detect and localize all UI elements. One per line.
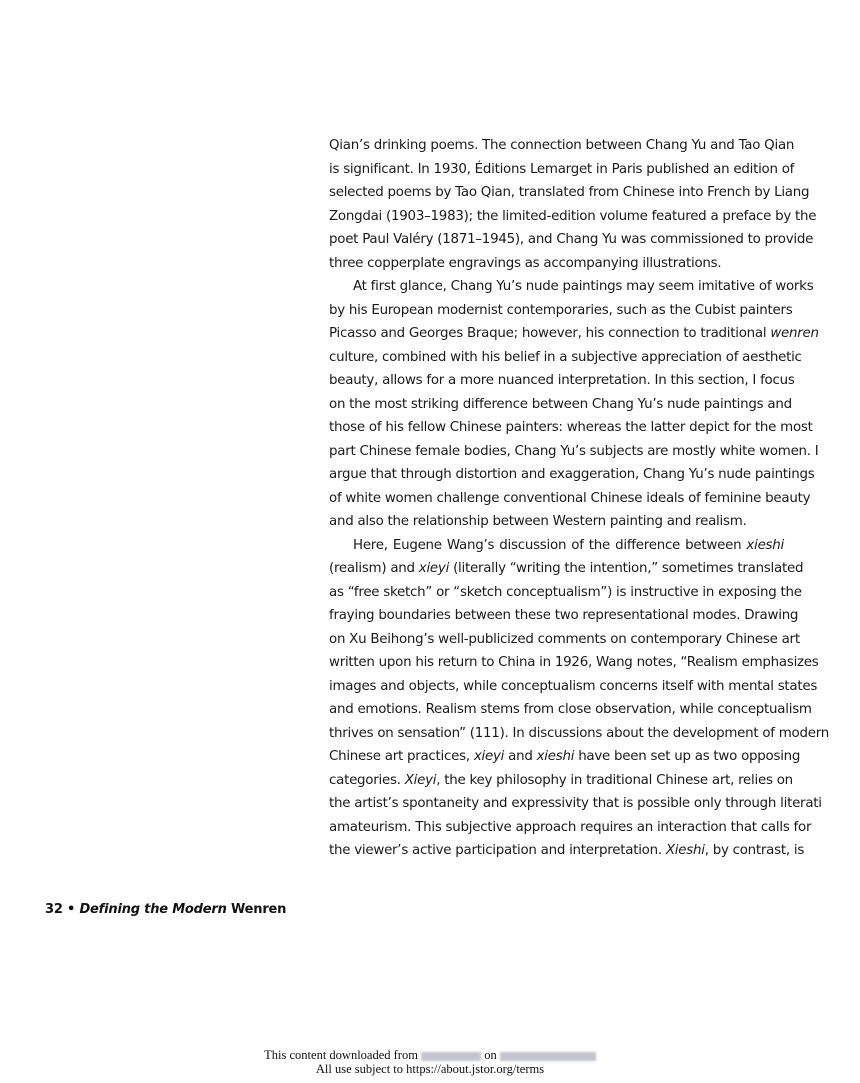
text-run: Picasso and Georges Braque; however, his connection to traditional bbox=[329, 326, 771, 342]
text-line bbox=[329, 487, 811, 511]
text-run: the artist’s spontaneity and expressivity that is possible only through literati bbox=[329, 796, 822, 812]
text-run: as “free sketch” or “sketch conceptualism”) is instructive in exposing the bbox=[329, 584, 802, 600]
text-line bbox=[329, 275, 814, 299]
book-title-italic: Defining the Modern bbox=[79, 902, 227, 917]
download-notice-line2: All use subject to https://about.jstor.org/terms bbox=[315, 1062, 545, 1076]
text-run: those of his fellow Chinese painters: whereas the latter depict for the most bbox=[329, 420, 813, 436]
text-run: selected poems by Tao Qian, translated from Chinese into French by Liang bbox=[329, 185, 810, 201]
book-title-roman: Wenren bbox=[230, 902, 287, 917]
text-run: Chinese art practices, bbox=[329, 749, 474, 765]
text-run: (literally “writing the intention,” sometimes translated bbox=[449, 561, 804, 577]
text-line bbox=[329, 369, 795, 393]
text-line bbox=[329, 651, 819, 675]
text-line bbox=[329, 440, 819, 464]
text-line bbox=[329, 346, 802, 370]
text-line bbox=[329, 769, 793, 793]
text-run: beauty, allows for a more nuanced interpretation. In this section, I focus bbox=[329, 373, 795, 389]
text-line bbox=[329, 628, 800, 652]
text-run: At first glance, Chang Yu’s nude paintings may seem imitative of works bbox=[353, 279, 814, 295]
download-prefix: This content downloaded from bbox=[264, 1048, 418, 1062]
text-line bbox=[329, 557, 804, 581]
text-run: written upon his return to China in 1926, Wang notes, “Realism emphasizes bbox=[329, 655, 819, 671]
text-line bbox=[329, 745, 801, 769]
redacted-ip bbox=[421, 1052, 481, 1061]
text-run: Qian’s drinking poems. The connection between Chang Yu and Tao Qian bbox=[329, 138, 795, 153]
text-line bbox=[329, 792, 822, 816]
running-footer bbox=[45, 902, 286, 917]
body-text bbox=[329, 134, 829, 863]
text-run: and emotions. Realism stems from close observation, while conceptualism bbox=[329, 702, 812, 718]
text-line bbox=[329, 816, 812, 840]
text-run: , the key philosophy in traditional Chinese art, relies on bbox=[436, 772, 793, 788]
text-line bbox=[329, 322, 819, 346]
text-run: , by contrast, is bbox=[704, 843, 805, 859]
italic-term: xieyi bbox=[473, 749, 505, 765]
text-line bbox=[329, 299, 793, 323]
italic-term: Xieyi bbox=[404, 772, 437, 788]
redacted-date bbox=[500, 1052, 596, 1061]
footer-bullet: • bbox=[67, 902, 76, 917]
italic-term: Xieshi bbox=[665, 843, 705, 859]
text-run: Zongdai (1903–1983); the limited-edition volume featured a preface by the bbox=[329, 208, 817, 224]
text-line bbox=[329, 158, 795, 182]
download-notice-line1 bbox=[0, 1048, 860, 1063]
download-on: on bbox=[484, 1048, 497, 1062]
text-line bbox=[329, 228, 814, 252]
text-line bbox=[329, 698, 812, 722]
text-line bbox=[329, 722, 829, 746]
text-run: is significant. In 1930, Éditions Lemarget in Paris published an edition of bbox=[329, 161, 795, 177]
text-line bbox=[329, 205, 817, 229]
italic-term: xieshi bbox=[746, 537, 784, 553]
italic-term: wenren bbox=[770, 326, 819, 342]
text-run: and also the relationship between Western painting and realism. bbox=[329, 514, 747, 530]
text-line bbox=[329, 839, 805, 863]
text-line bbox=[329, 134, 795, 158]
text-run: amateurism. This subjective approach requires an interaction that calls for bbox=[329, 819, 812, 835]
text-run: culture, combined with his belief in a subjective appreciation of aesthetic bbox=[329, 349, 802, 365]
text-run: Here, Eugene Wang’s discussion of the difference between bbox=[353, 537, 747, 553]
text-run: by his European modernist contemporaries, such as the Cubist painters bbox=[329, 302, 793, 318]
italic-term: xieshi bbox=[536, 749, 575, 765]
text-line bbox=[329, 604, 799, 628]
text-run: (realism) and bbox=[329, 561, 419, 577]
text-run: part Chinese female bodies, Chang Yu’s subjects are mostly white women. I bbox=[329, 443, 819, 459]
text-line bbox=[329, 534, 784, 558]
text-line bbox=[329, 675, 818, 699]
text-line bbox=[329, 416, 813, 440]
text-run: categories. bbox=[329, 772, 405, 788]
text-run: and bbox=[504, 749, 537, 765]
text-run: have been set up as two opposing bbox=[574, 749, 801, 765]
text-run: fraying boundaries between these two representational modes. Drawing bbox=[329, 608, 799, 624]
text-run: on Xu Beihong’s well-publicized comments on contemporary Chinese art bbox=[329, 631, 800, 647]
text-run: poet Paul Valéry (1871–1945), and Chang Yu was commissioned to provide bbox=[329, 232, 814, 248]
text-line bbox=[329, 510, 784, 534]
italic-term: xieyi bbox=[418, 561, 450, 577]
text-run: of white women challenge conventional Chinese ideals of feminine beauty bbox=[329, 490, 811, 506]
text-run: on the most striking difference between Chang Yu’s nude paintings and bbox=[329, 396, 792, 412]
text-line bbox=[329, 181, 810, 205]
text-run: the viewer’s active participation and interpretation. bbox=[329, 843, 666, 859]
text-line bbox=[329, 581, 802, 605]
page-number: 32 bbox=[45, 902, 63, 917]
text-run: images and objects, while conceptualism concerns itself with mental states bbox=[329, 678, 818, 694]
text-line bbox=[329, 393, 792, 417]
text-run: three copperplate engravings as accompanying illustrations. bbox=[329, 255, 722, 271]
text-line bbox=[329, 252, 784, 276]
text-run: thrives on sensation” (111). In discussions about the development of modern bbox=[329, 725, 829, 741]
text-line bbox=[329, 463, 815, 487]
text-run: argue that through distortion and exaggeration, Chang Yu’s nude paintings bbox=[329, 467, 815, 483]
